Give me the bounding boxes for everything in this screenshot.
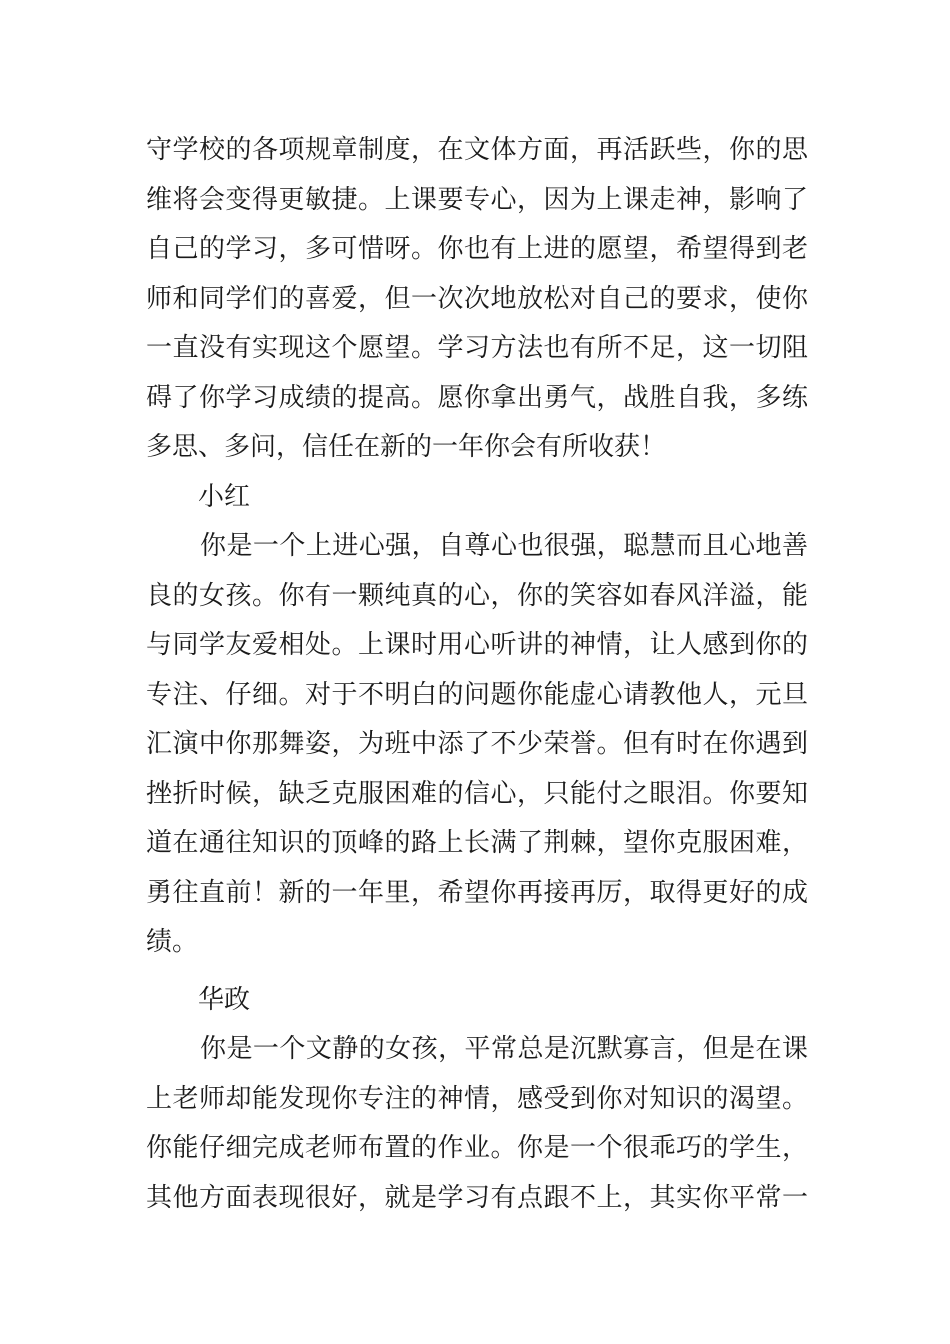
- text-line: 上老师却能发现你专注的神情，感受到你对知识的渴望。: [146, 1083, 808, 1114]
- text-line: 自己的学习，多可惜呀。你也有上进的愿望，希望得到老: [146, 234, 808, 264]
- text-line: 多思、多问，信任在新的一年你会有所收获！: [146, 432, 667, 462]
- text-line: 勇往直前！新的一年里，希望你再接再厉，取得更好的成: [146, 877, 808, 908]
- text-line: 你能仔细完成老师布置的作业。你是一个很乖巧的学生，: [146, 1133, 808, 1163]
- text-line: 你是一个上进心强，自尊心也很强，聪慧而且心地善: [200, 531, 808, 561]
- paragraph-continued: [146, 126, 808, 473]
- text-line: 绩。: [146, 927, 199, 957]
- student-name: 小红: [198, 481, 251, 512]
- text-line: 其他方面表现很好，就是学习有点跟不上，其实你平常一: [146, 1182, 808, 1213]
- text-line: 与同学友爱相处。上课时用心听讲的神情，让人感到你的: [146, 630, 808, 660]
- text-line: 汇演中你那舞姿，为班中添了不少荣誉。但有时在你遇到: [146, 729, 808, 759]
- text-line: 挫折时候，缺乏克服困难的信心，只能付之眼泪。你要知: [146, 778, 808, 809]
- document-body: [146, 126, 808, 1223]
- text-line: 道在通往知识的顶峰的路上长满了荆棘，望你克服困难，: [146, 828, 808, 858]
- comment-paragraph: [146, 1025, 808, 1223]
- text-line: 你是一个文静的女孩，平常总是沉默寡言，但是在课: [200, 1034, 808, 1064]
- comment-paragraph: [146, 522, 808, 968]
- text-line: 师和同学们的喜爱，但一次次地放松对自己的要求，使你: [146, 283, 808, 314]
- text-line: 维将会变得更敏捷。上课要专心，因为上课走神，影响了: [146, 184, 808, 215]
- text-line: 碍了你学习成绩的提高。愿你拿出勇气，战胜自我，多练: [146, 382, 808, 413]
- student-name: 华政: [198, 984, 251, 1015]
- text-line: 专注、仔细。对于不明白的问题你能虚心请教他人，元旦: [146, 679, 808, 710]
- text-line: 守学校的各项规章制度，在文体方面，再活跃些，你的思: [146, 135, 808, 165]
- spacer: [146, 968, 808, 976]
- text-line: 一直没有实现这个愿望。学习方法也有所不足，这一切阻: [146, 333, 808, 363]
- text-line: 良的女孩。你有一颗纯真的心，你的笑容如春风洋溢，能: [146, 580, 808, 611]
